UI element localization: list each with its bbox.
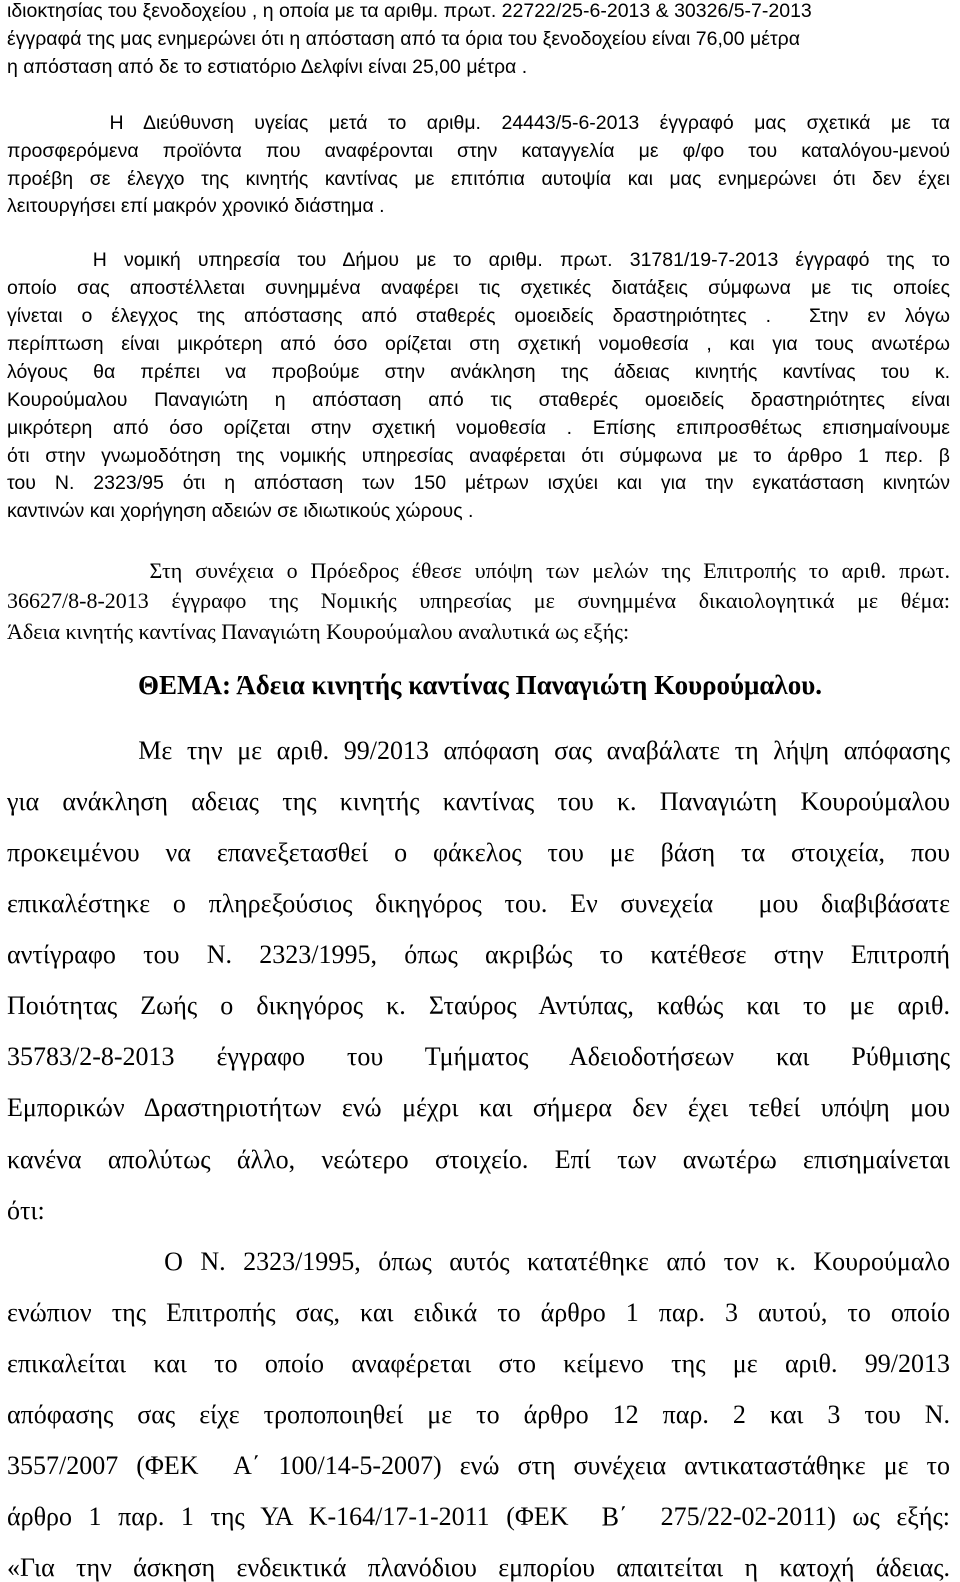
text-line: Στη συνέχεια ο Πρόεδρος έθεσε υπόψη των μελών της Επιτροπής το αριθ. πρωτ. [7,558,950,583]
text-line: 36627/8-8-2013 έγγραφο της Νομικής υπηρεσίας με συνημμένα δικαιολογητικά με θέμα: [7,588,950,613]
text-line: Κουρούμαλου Παναγιώτη η απόσταση από τις σταθερές ομοειδείς δραστηριότητες είναι [7,389,950,411]
text-line: άρθρο 1 παρ. 1 της ΥΑ Κ-164/17-1-2011 (ΦΕΚ Β΄ 275/22-02-2011) ως εξής: [7,1502,950,1531]
text-line: γίνεται ο έλεγχος της απόστασης από σταθερές ομοειδείς δραστηριότητες . Στην εν λόγω [7,305,950,327]
text-line: προέβη σε έλεγχο της κινητής καντίνας με επιτόπια αυτοψία και μας ενημερώνει ότι δεν έχει [7,168,950,190]
text-line: Εμπορικών Δραστηριοτήτων ενώ μέχρι και σήμερα δεν έχει τεθεί υπόψη μου [7,1093,950,1122]
text-line: προσφερόμενα προϊόντα που αναφέρονται στην καταγγελία με φ/φο του καταλόγου-μενού [7,140,950,162]
text-line: Η νομική υπηρεσία του Δήμου με το αριθμ. πρωτ. 31781/19-7-2013 έγγραφό της το [7,249,950,271]
text-line: καντινών και χορήγηση αδειών σε ιδιωτικούς χώρους . [7,500,474,522]
text-line: επικαλέστηκε ο πληρεξούσιος δικηγόρος του. Εν συνεχεία μου διαβιβάσατε [7,889,950,918]
subject-title: ΘΕΜΑ: Άδεια κινητής καντίνας Παναγιώτη Κουρούμαλου. [138,670,822,700]
text-line: η απόσταση από δε το εστιατόριο Δελφίνι είναι 25,00 μέτρα . [7,56,528,78]
text-line: κανένα απολύτως άλλο, νεώτερο στοιχείο. Επί των ανωτέρω επισημαίνεται [7,1145,950,1174]
text-line: περίπτωση είναι μικρότερη από όσο ορίζεται στη σχετική νομοθεσία , και για τους ανωτέρω [7,333,950,355]
text-line: Ποιότητας Ζωής ο δικηγόρος κ. Σταύρος Αντύπας, καθώς και το με αριθ. [7,991,950,1020]
text-line: ενώπιον της Επιτροπής σας, και ειδικά το άρθρο 1 παρ. 3 αυτού, το οποίο [7,1298,950,1327]
text-line: ιδιοκτησίας του ξενοδοχείου , η οποία με τα αριθμ. πρωτ. 22722/25-6-2013 & 30326/5-7-2013 [7,0,812,22]
text-line: προκειμένου να επανεξετασθεί ο φάκελος του με βάση τα στοιχεία, που [7,838,950,867]
text-line: Ο Ν. 2323/1995, όπως αυτός κατατέθηκε από τον κ. Κουρούμαλο [7,1247,950,1276]
text-line: Με την με αριθ. 99/2013 απόφαση σας αναβάλατε τη λήψη απόφασης [7,736,950,765]
text-line: επικαλείται και το οποίο αναφέρεται στο κείμενο της με αριθ. 99/2013 [7,1349,950,1378]
text-line: του Ν. 2323/95 ότι η απόσταση των 150 μέτρων ισχύει και για την εγκατάσταση κινητών [7,472,950,494]
text-line: 35783/2-8-2013 έγγραφο του Τμήματος Αδειοδοτήσεων και Ρύθμισης [7,1042,950,1071]
text-line: για ανάκληση αδειας της κινητής καντίνας του κ. Παναγιώτη Κουρούμαλου [7,787,950,816]
text-line: Η Διεύθυνση υγείας μετά το αριθμ. 24443/5-6-2013 έγγραφό μας σχετικά με τα [7,112,950,134]
text-line: ότι στην γνωμοδότηση της νομικής υπηρεσίας αναφέρεται ότι σύμφωνα με το άρθρο 1 περ. β [7,445,950,467]
text-line: αντίγραφο του Ν. 2323/1995, όπως ακριβώς το κατέθεσε στην Επιτροπή [7,940,950,969]
text-line: μικρότερη από όσο ορίζεται στην σχετική νομοθεσία . Επίσης επιπροσθέτως επισημαίνουμε [7,417,950,439]
text-line: Άδεια κινητής καντίνας Παναγιώτη Κουρούμαλου αναλυτικά ως εξής: [7,619,630,644]
text-line: λειτουργήσει επί μακρόν χρονικό διάστημα . [7,195,385,217]
text-line: έγγραφά της μας ενημερώνει ότι η απόσταση από τα όρια του ξενοδοχείου είναι 76,00 μέτρα [7,28,801,50]
text-line: οποίο σας αποστέλλεται συνημμένα αναφέρει τις σχετικές διατάξεις σύμφωνα με τις οποίες [7,277,950,299]
text-line: απόφασης σας είχε τροποποιηθεί με το άρθρο 12 παρ. 2 και 3 του Ν. [7,1400,950,1429]
text-line: «Για την άσκηση ενδεικτικά πλανόδιου εμπορίου απαιτείται η κατοχή άδειας. [7,1553,950,1582]
text-line: 3557/2007 (ΦΕΚ Α΄ 100/14-5-2007) ενώ στη συνέχεια αντικαταστάθηκε με το [7,1451,950,1480]
text-line: λόγους θα πρέπει να προβούμε στην ανάκληση της άδειας κινητής καντίνας του κ. [7,361,950,383]
text-line: ότι: [7,1196,45,1225]
